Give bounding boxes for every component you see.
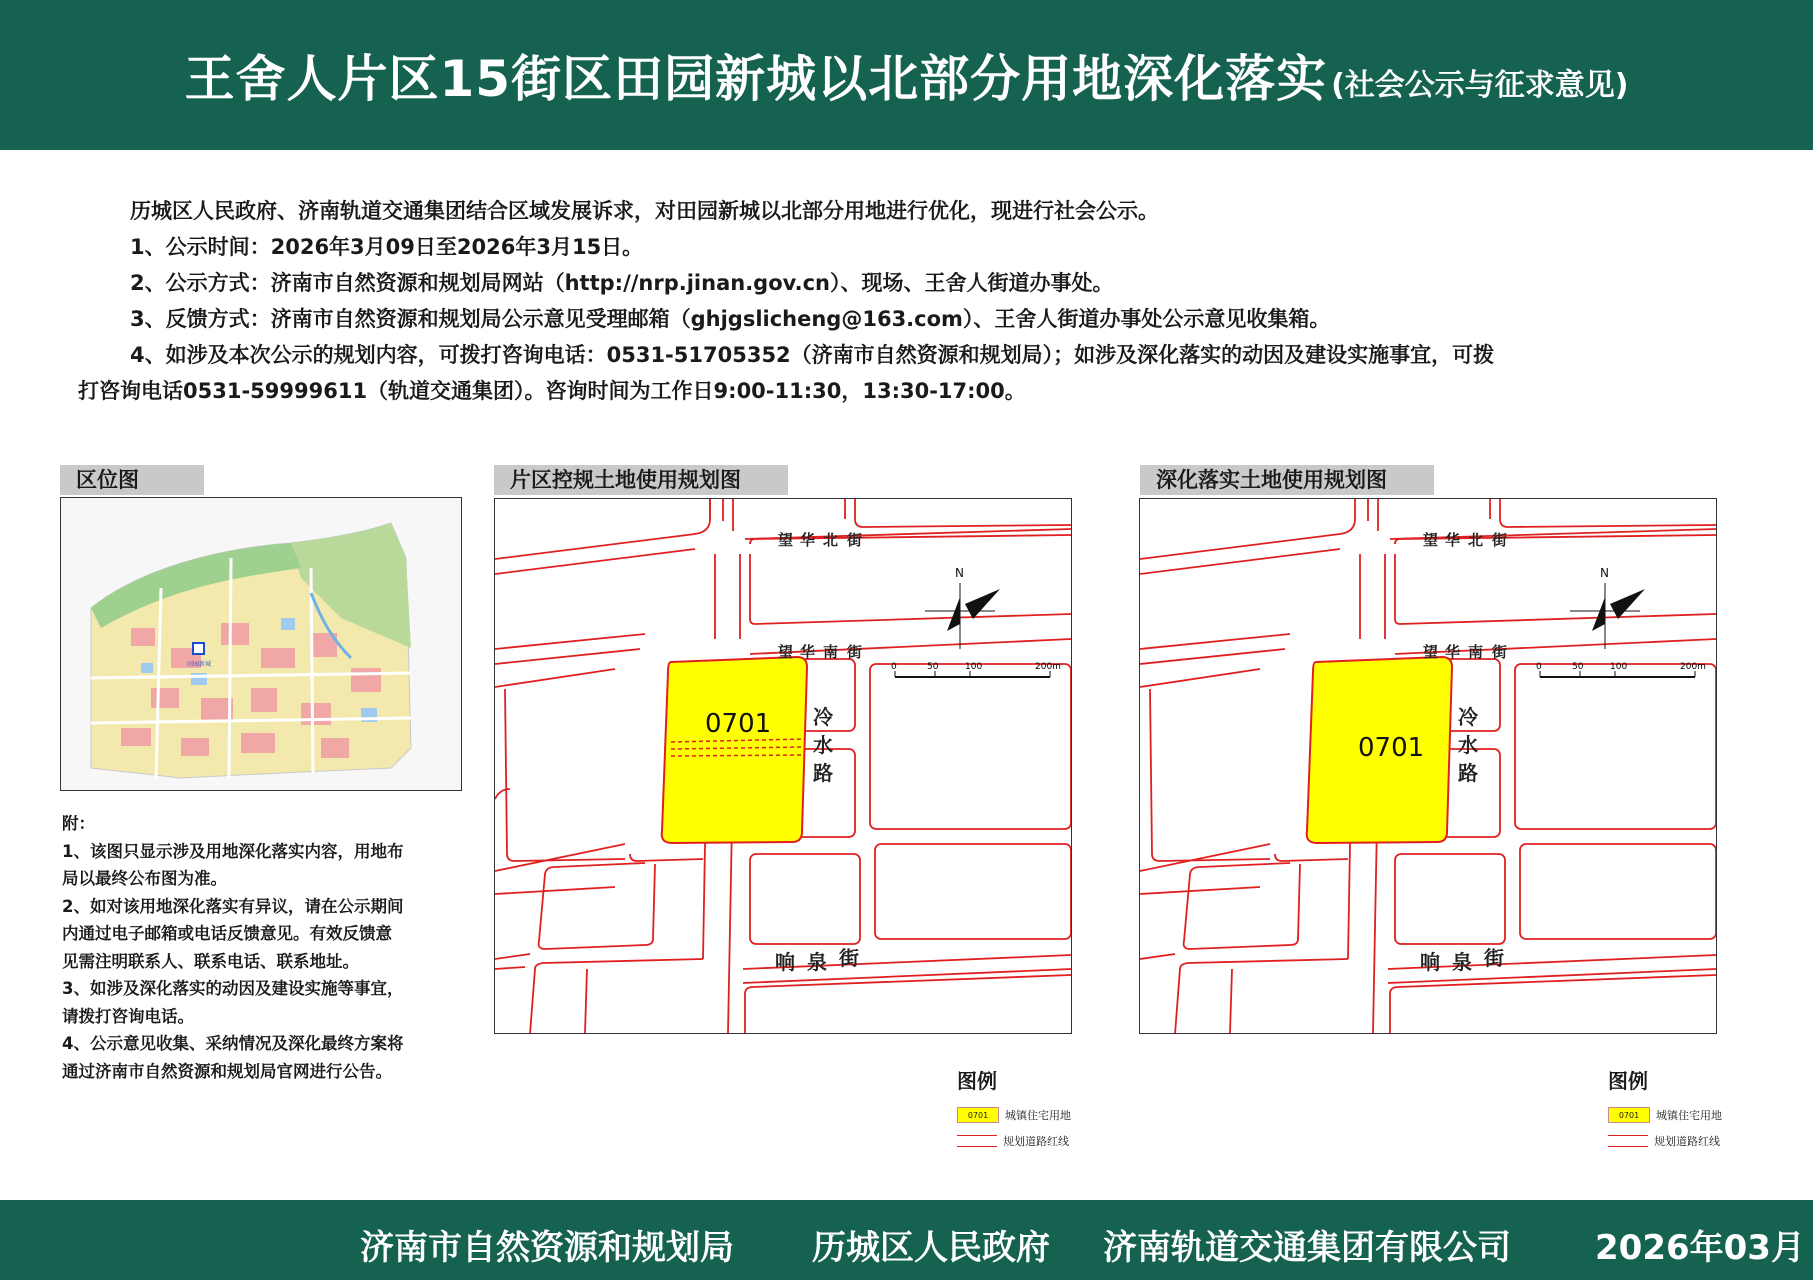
parcel-code: 0701 — [705, 709, 772, 739]
footer-date: 2026年03月 — [1595, 1228, 1805, 1268]
street-label-north: 街 — [1492, 531, 1508, 549]
street-label-north: 街 — [847, 531, 863, 549]
site-marker-label: 田园新城 — [187, 661, 212, 668]
street-label-middle: 街 — [1492, 643, 1508, 661]
svg-text:N: N — [955, 566, 964, 580]
street-label-south: 响 — [775, 950, 795, 974]
refined-plan-label: 深化落实土地使用规划图 — [1140, 465, 1434, 495]
street-label-middle: 南 — [823, 643, 839, 661]
refined-plan-graphic — [1140, 499, 1716, 1033]
road-label: 冷 — [813, 705, 833, 729]
street-label-south: 泉 — [1452, 950, 1472, 974]
intro-item-feedback: 3、反馈方式：济南市自然资源和规划局公示意见受理邮箱（ghjgslicheng@163.com）、王舍人街道办事处公示意见收集箱。 — [130, 307, 1331, 331]
note-line: 局以最终公布图为准。 — [62, 869, 227, 888]
legend-row-road — [1608, 1128, 1722, 1154]
parcel-0701 — [662, 657, 807, 843]
legend-row-residential — [1608, 1102, 1722, 1128]
notes-title: 附： — [62, 814, 95, 833]
control-plan-label: 片区控规土地使用规划图 — [494, 465, 788, 495]
street-label-north: 北 — [823, 531, 839, 549]
announcement-text — [78, 193, 1718, 409]
intro-item-method: 2、公示方式：济南市自然资源和规划局网站（http://nrp.jinan.gov.cn）、现场、王舍人街道办事处。 — [130, 271, 1114, 295]
site-marker-icon — [193, 643, 204, 654]
intro-item-contact-cont: 打咨询电话0531-59999611（轨道交通集团）。咨询时间为工作日9:00-11:30，13:30-17:00。 — [78, 379, 1026, 403]
location-map-graphic — [61, 498, 461, 790]
footer-banner — [0, 1200, 1813, 1280]
legend-row-road — [957, 1128, 1071, 1154]
legend-row-residential — [957, 1102, 1071, 1128]
svg-text:0: 0 — [1536, 662, 1542, 672]
note-line: 4、公示意见收集、采纳情况及深化最终方案将 — [62, 1034, 404, 1053]
svg-text:100: 100 — [1610, 662, 1628, 672]
svg-text:100: 100 — [965, 662, 983, 672]
svg-text:50: 50 — [1572, 662, 1584, 672]
road-line-swatch — [957, 1135, 997, 1147]
control-plan-map — [494, 498, 1072, 1034]
note-line: 通过济南市自然资源和规划局官网进行公告。 — [62, 1061, 392, 1081]
intro-item-time: 1、公示时间：2026年3月09日至2026年3月15日。 — [130, 235, 644, 259]
street-label-north: 北 — [1468, 531, 1484, 549]
note-line: 见需注明联系人、联系电话、联系地址。 — [62, 951, 359, 971]
location-map-label: 区位图 — [60, 465, 204, 495]
street-label-south: 泉 — [807, 950, 827, 974]
legend-title: 图例 — [957, 1069, 997, 1093]
footer-org-nrp: 济南市自然资源和规划局 — [360, 1228, 734, 1268]
road-label: 水 — [1458, 733, 1478, 757]
residential-swatch: 0701 — [957, 1107, 999, 1123]
street-label-south: 响 — [1420, 950, 1440, 974]
svg-text:200m: 200m — [1035, 662, 1061, 672]
header-banner — [0, 0, 1813, 150]
street-label-middle: 望 — [778, 643, 794, 661]
road-label: 冷 — [1458, 705, 1478, 729]
legend-road-label: 规划道路红线 — [1654, 1135, 1720, 1148]
street-label-south: 街 — [1484, 946, 1504, 970]
svg-text:50: 50 — [927, 662, 939, 672]
svg-text:N: N — [1600, 566, 1609, 580]
street-label-middle: 望 — [1423, 643, 1439, 661]
road-label: 水 — [813, 733, 833, 757]
note-line: 内通过电子邮箱或电话反馈意见。有效反馈意 — [62, 924, 392, 943]
street-label-north: 望 — [1423, 531, 1439, 549]
street-label-middle: 华 — [800, 643, 816, 661]
road-line-swatch — [1608, 1135, 1648, 1147]
refined-plan-map — [1139, 498, 1717, 1034]
svg-text:0: 0 — [891, 662, 897, 672]
note-line: 2、如对该用地深化落实有异议，请在公示期间 — [62, 896, 404, 916]
note-line: 1、该图只显示涉及用地深化落实内容，用地布 — [62, 841, 404, 861]
intro-paragraph: 历城区人民政府、济南轨道交通集团结合区域发展诉求，对田园新城以北部分用地进行优化，现进行社会公示。 — [130, 199, 1159, 223]
street-label-north: 望 — [778, 531, 794, 549]
location-map — [60, 497, 462, 791]
residential-swatch: 0701 — [1608, 1107, 1650, 1123]
legend-title: 图例 — [1608, 1069, 1648, 1093]
legend-refined — [1608, 1065, 1722, 1154]
parcel-code: 0701 — [1358, 733, 1425, 763]
intro-item-contact: 4、如涉及本次公示的规划内容，可拨打咨询电话：0531-51705352（济南市自然资源和规划局）；如涉及深化落实的动因及建设实施事宜，可拨 — [130, 343, 1495, 367]
street-label-middle: 街 — [847, 643, 863, 661]
footer-org-transit: 济南轨道交通集团有限公司 — [1103, 1228, 1511, 1268]
legend-control — [957, 1065, 1071, 1154]
street-label-middle: 华 — [1445, 643, 1461, 661]
north-arrow-icon — [1570, 566, 1645, 649]
legend-residential-label: 城镇住宅用地 — [1656, 1109, 1722, 1122]
street-label-middle: 南 — [1468, 643, 1484, 661]
page-subtitle: (社会公示与征求意见) — [1331, 68, 1629, 103]
road-label: 路 — [813, 761, 833, 785]
svg-text:200m: 200m — [1680, 662, 1706, 672]
footer-org-district: 历城区人民政府 — [812, 1228, 1050, 1268]
street-label-south: 街 — [839, 946, 859, 970]
legend-road-label: 规划道路红线 — [1003, 1135, 1069, 1148]
control-plan-graphic — [495, 499, 1071, 1033]
street-label-north: 华 — [800, 531, 816, 549]
road-label: 路 — [1458, 761, 1478, 785]
page-title: 王舍人片区15街区田园新城以北部分用地深化落实 — [184, 50, 1328, 108]
legend-residential-label: 城镇住宅用地 — [1005, 1109, 1071, 1122]
note-line: 请拨打咨询电话。 — [62, 1006, 194, 1026]
north-arrow-icon — [925, 566, 1000, 649]
street-label-north: 华 — [1445, 531, 1461, 549]
notes — [62, 810, 482, 1085]
note-line: 3、如涉及深化落实的动因及建设实施等事宜， — [62, 979, 404, 998]
